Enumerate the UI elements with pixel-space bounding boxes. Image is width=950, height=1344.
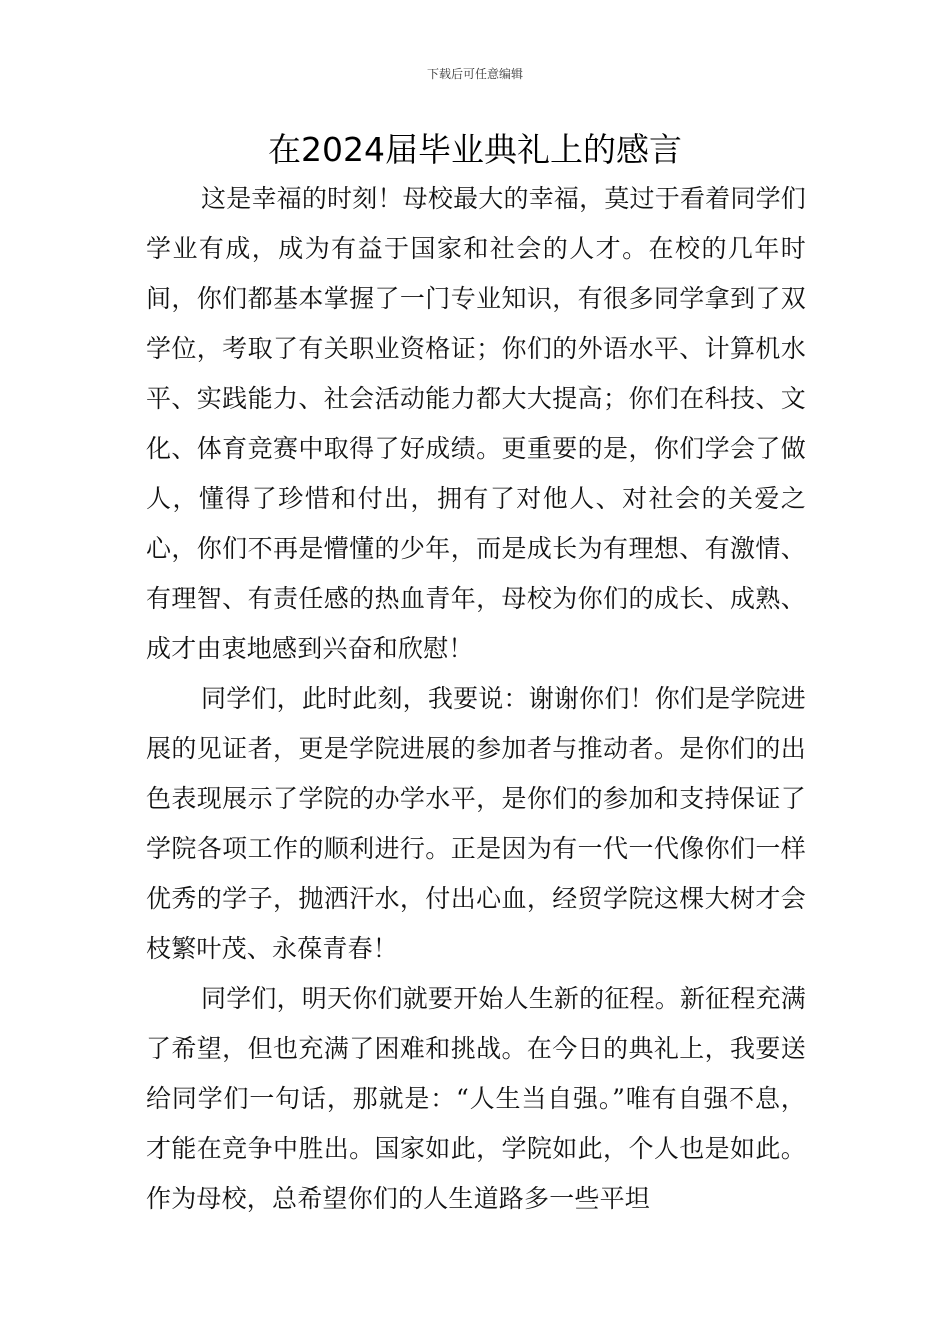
header-note: 下载后可任意编辑 (426, 67, 523, 81)
document-body (146, 174, 806, 1224)
paragraph-3: 同学们，明天你们就要开始人生新的征程。新征程充满了希望，但也充满了困难和挑战。在今日的典礼上，我要送给同学们一句话，那就是：“人生当自强。”唯有自强不息，才能在竞争中胜出。国家如此，学院如此，个人也是如此。作为母校，总希望你们的人生道路多一些平坦 (146, 984, 806, 1213)
paragraph-1: 这是幸福的时刻！母校最大的幸福，莫过于看着同学们学业有成，成为有益于国家和社会的人才。在校的几年时间，你们都基本掌握了一门专业知识，有很多同学拿到了双学位，考取了有关职业资格证；你们的外语水平、计算机水平、实践能力、社会活动能力都大大提高；你们在科技、文化、体育竞赛中取得了好成绩。更重要的是，你们学会了做人，懂得了珍惜和付出，拥有了对他人、对社会的关爱之心，你们不再是懵懂的少年，而是成长为有理想、有激情、有理智、有责任感的热血青年，母校为你们的成长、成熟、成才由衷地感到兴奋和欣慰！ (146, 184, 806, 663)
document-title: 在2024届毕业典礼上的感言 (268, 130, 682, 169)
paragraph-2: 同学们，此时此刻，我要说：谢谢你们！你们是学院进展的见证者，更是学院进展的参加者与推动者。是你们的出色表现展示了学院的办学水平，是你们的参加和支持保证了学院各项工作的顺利进行。正是因为有一代一代像你们一样优秀的学子，抛洒汗水，付出心血，经贸学院这棵大树才会枝繁叶茂、永葆青春！ (146, 684, 806, 963)
